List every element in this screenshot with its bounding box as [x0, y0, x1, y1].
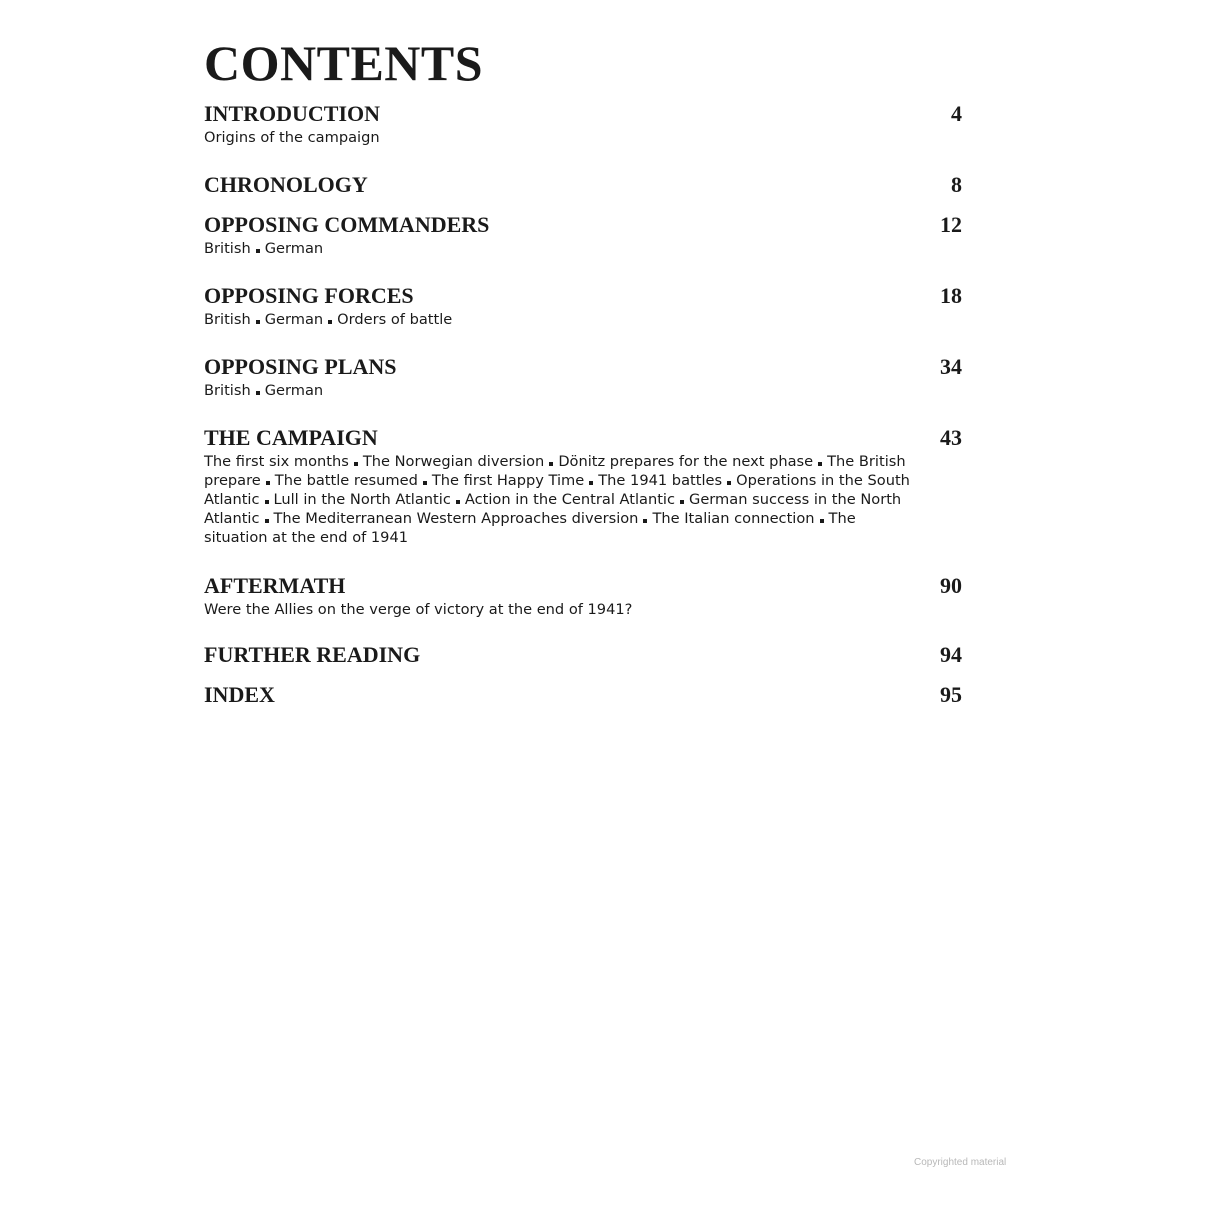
- toc-subtopic: The British prepare: [204, 453, 906, 489]
- toc-entry-subtopics: [204, 381, 916, 400]
- toc-subtopic: German: [264, 240, 324, 257]
- square-bullet-icon: [820, 519, 824, 523]
- toc-entry-header: [204, 641, 962, 669]
- toc-entry-header: [204, 572, 962, 600]
- toc-subtopic: British: [204, 382, 251, 399]
- toc-subtopic: German: [264, 382, 324, 399]
- toc-entry: [204, 211, 962, 258]
- toc-subtopic: The first Happy Time: [431, 472, 585, 489]
- toc-subtopic: Operations in the South Atlantic: [204, 472, 910, 508]
- toc-entry-subtopics: [204, 239, 916, 258]
- toc-subtopic: German success in the North Atlantic: [204, 491, 902, 527]
- toc-entry-subtopics: [204, 452, 916, 547]
- toc-entry-heading: OPPOSING PLANS: [204, 354, 397, 379]
- square-bullet-icon: [328, 320, 332, 324]
- toc-subtopic: Dönitz prepares for the next phase: [558, 453, 814, 470]
- toc-entry-page-number: 43: [940, 425, 962, 450]
- toc-entry: [204, 641, 962, 669]
- toc-entry-heading: OPPOSING FORCES: [204, 283, 414, 308]
- toc-entry-heading: OPPOSING COMMANDERS: [204, 212, 490, 237]
- toc-entry-heading: FURTHER READING: [204, 642, 421, 667]
- square-bullet-icon: [643, 519, 647, 523]
- toc-entry-page-number: 4: [951, 101, 962, 126]
- toc-subtopic: The Italian connection: [652, 510, 815, 527]
- square-bullet-icon: [265, 519, 269, 523]
- toc-entry-heading: CHRONOLOGY: [204, 172, 368, 197]
- square-bullet-icon: [265, 500, 269, 504]
- toc-entry-header: [204, 282, 962, 310]
- toc-entry: [204, 572, 962, 619]
- toc-entry-page-number: 34: [940, 354, 962, 379]
- toc-entry: [204, 171, 962, 199]
- toc-subtopic: Orders of battle: [337, 311, 453, 328]
- toc-subtopic: The Mediterranean Western Approaches diversion: [273, 510, 639, 527]
- toc-entry: [204, 424, 962, 547]
- toc-subtopic: The first six months: [204, 453, 349, 470]
- toc-entry-page-number: 90: [940, 573, 962, 598]
- copyright-notice: Copyrighted material: [914, 1157, 1007, 1168]
- toc-subtopic: Were the Allies on the verge of victory at the end of 1941?: [204, 601, 633, 618]
- toc-subtopic: Lull in the North Atlantic: [273, 491, 451, 508]
- square-bullet-icon: [354, 462, 358, 466]
- toc-subtopic: Action in the Central Atlantic: [464, 491, 676, 508]
- toc-entry-subtopics: [204, 310, 916, 329]
- toc-entry-heading: INDEX: [204, 682, 275, 707]
- toc-entry-page-number: 12: [940, 212, 962, 237]
- toc-subtopic: British: [204, 240, 251, 257]
- contents-page: [204, 36, 962, 709]
- toc-subtopic: The battle resumed: [274, 472, 418, 489]
- square-bullet-icon: [727, 481, 731, 485]
- toc-entry-subtopics: [204, 128, 916, 147]
- toc-entry-heading: THE CAMPAIGN: [204, 425, 378, 450]
- toc-entry: [204, 681, 962, 709]
- square-bullet-icon: [256, 391, 260, 395]
- toc-entry-header: [204, 100, 962, 128]
- table-of-contents: [204, 100, 962, 709]
- toc-entry: [204, 100, 962, 147]
- square-bullet-icon: [456, 500, 460, 504]
- toc-entry-subtopics: [204, 600, 916, 619]
- toc-entry-header: [204, 353, 962, 381]
- toc-subtopic: German: [264, 311, 324, 328]
- toc-entry-page-number: 94: [940, 642, 962, 667]
- toc-entry-header: [204, 211, 962, 239]
- toc-entry: [204, 282, 962, 329]
- page-title: CONTENTS: [204, 35, 484, 91]
- toc-subtopic: The 1941 battles: [598, 472, 723, 489]
- toc-entry-header: [204, 171, 962, 199]
- toc-entry-page-number: 95: [940, 682, 962, 707]
- toc-entry-heading: AFTERMATH: [204, 573, 346, 598]
- square-bullet-icon: [423, 481, 427, 485]
- toc-entry-header: [204, 681, 962, 709]
- square-bullet-icon: [818, 462, 822, 466]
- square-bullet-icon: [589, 481, 593, 485]
- toc-subtopic: British: [204, 311, 251, 328]
- toc-entry: [204, 353, 962, 400]
- square-bullet-icon: [256, 320, 260, 324]
- square-bullet-icon: [680, 500, 684, 504]
- toc-subtopic: The situation at the end of 1941: [204, 510, 856, 546]
- toc-entry-heading: INTRODUCTION: [204, 101, 381, 126]
- toc-subtopic: The Norwegian diversion: [362, 453, 545, 470]
- toc-entry-page-number: 18: [940, 283, 962, 308]
- toc-subtopic: Origins of the campaign: [204, 129, 380, 146]
- square-bullet-icon: [549, 462, 553, 466]
- toc-entry-header: [204, 424, 962, 452]
- square-bullet-icon: [256, 249, 260, 253]
- toc-entry-page-number: 8: [951, 172, 962, 197]
- square-bullet-icon: [266, 481, 270, 485]
